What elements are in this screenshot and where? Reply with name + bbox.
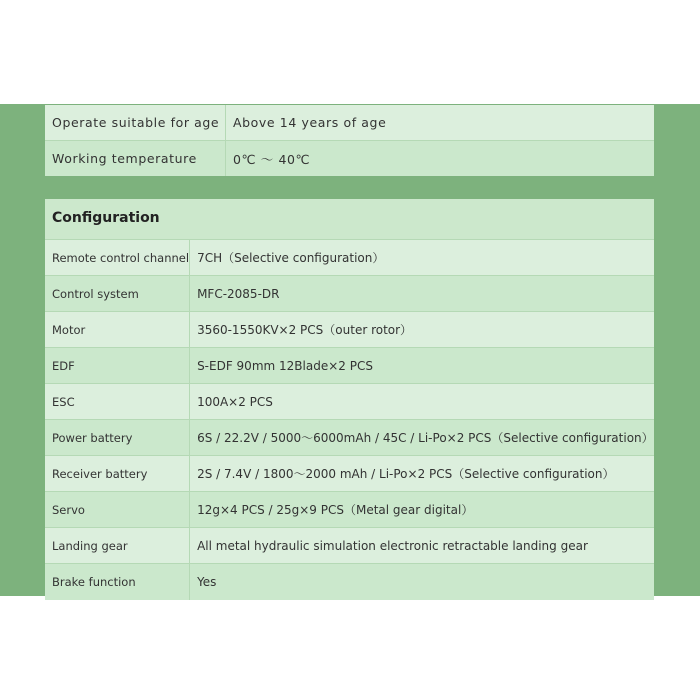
table-row: [45, 528, 654, 564]
config-label: Remote control channel: [45, 240, 190, 276]
config-label: Control system: [45, 276, 190, 312]
spec-label: Operate suitable for age: [45, 105, 226, 141]
config-label: Receiver battery: [45, 456, 190, 492]
config-value: 3560-1550KV×2 PCS（outer rotor）: [190, 312, 654, 348]
config-label: EDF: [45, 348, 190, 384]
table-row: [45, 105, 654, 141]
configuration-header: [45, 199, 654, 240]
config-value: All metal hydraulic simulation electronic retractable landing gear: [190, 528, 654, 564]
general-spec-table: [45, 105, 654, 176]
config-value: 12g×4 PCS / 25g×9 PCS（Metal gear digital）: [190, 492, 654, 528]
config-label: Brake function: [45, 564, 190, 601]
table-row: [45, 240, 654, 276]
config-value: Yes: [190, 564, 654, 601]
table-row: [45, 312, 654, 348]
table-row: [45, 420, 654, 456]
config-value: 6S / 22.2V / 5000～6000mAh / 45C / Li-Po×2 PCS（Selective configuration）: [190, 420, 654, 456]
config-label: Power battery: [45, 420, 190, 456]
configuration-title: Configuration: [52, 210, 160, 226]
spec-label: Working temperature: [45, 141, 226, 177]
table-row: [45, 348, 654, 384]
config-value: 100A×2 PCS: [190, 384, 654, 420]
spec-value: Above 14 years of age: [226, 105, 655, 141]
table-row: [45, 384, 654, 420]
config-value: MFC-2085-DR: [190, 276, 654, 312]
config-label: ESC: [45, 384, 190, 420]
table-row: [45, 492, 654, 528]
config-value: 7CH（Selective configuration）: [190, 240, 654, 276]
table-row: [45, 456, 654, 492]
configuration-table: [45, 240, 654, 600]
table-row: [45, 564, 654, 601]
table-row: [45, 276, 654, 312]
spec-value: 0℃ ～ 40℃: [226, 141, 655, 177]
config-label: Landing gear: [45, 528, 190, 564]
config-value: S-EDF 90mm 12Blade×2 PCS: [190, 348, 654, 384]
config-label: Motor: [45, 312, 190, 348]
config-label: Servo: [45, 492, 190, 528]
config-value: 2S / 7.4V / 1800～2000 mAh / Li-Po×2 PCS（Selective configuration）: [190, 456, 654, 492]
table-row: [45, 141, 654, 177]
